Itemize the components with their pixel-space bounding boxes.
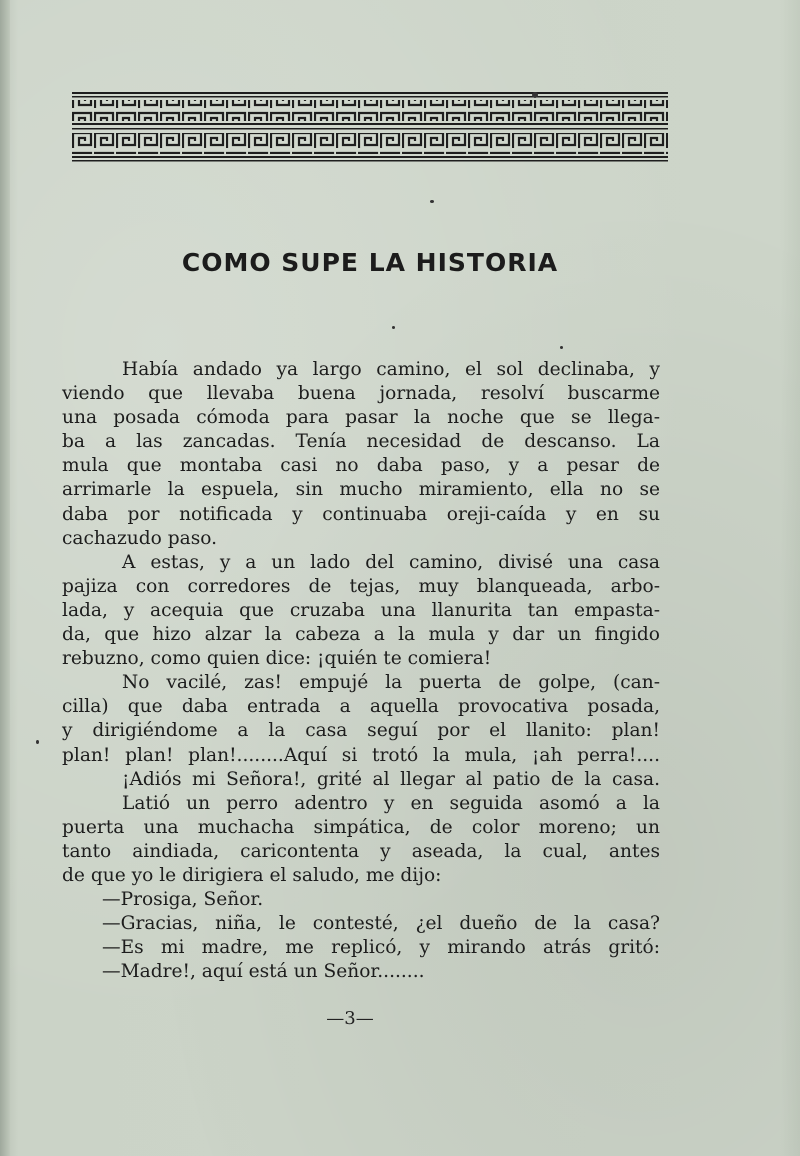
text-line: de que yo le dirigiera el saludo, me dijo: [62,864,442,886]
text-line: ¡Adiós mi Señora!, grité al llegar al patio de la casa. [122,768,660,790]
text-line: cilla) que daba entrada a aquella provocativa posada, [62,696,660,718]
text-line: plan! plan! plan!........Aquí si trotó la mula, ¡ah perra!.... [62,744,660,766]
paper-speck [560,346,563,349]
text-line: da, que hizo alzar la cabeza a la mula y dar un fingido [62,624,660,646]
text-line: daba por notificada y continuaba oreji-caída y en su [62,503,660,525]
text-line: —Es mi madre, me replicó, y mirando atrás gritó: [102,937,660,959]
text-line: Había andado ya largo camino, el sol declinaba, y [122,359,660,380]
chapter-title: COMO SUPE LA HISTORIA [181,248,559,277]
text-line: lada, y acequia que cruzaba una llanurita tan empasta- [62,599,660,621]
paper-speck [36,740,39,744]
text-line: No vacilé, zas! empujé la puerta de golpe, (can- [122,672,660,694]
book-spine-edge [0,0,10,1156]
text-line: —Madre!, aquí está un Señor........ [102,961,425,983]
paper-speck [392,326,395,329]
text-line: tanto aindiada, caricontenta y aseada, la cual, antes [62,840,660,862]
text-line: puerta una muchacha simpática, de color moreno; un [62,816,660,838]
text-line: Latió un perro adentro y en seguida asomó a la [122,792,660,814]
text-line: viendo que llevaba buena jornada, resolví buscarme [62,383,660,405]
text-line: una posada cómoda para pasar la noche que se llega- [62,407,660,429]
text-line: pajiza con corredores de tejas, muy blanqueada, arbo- [62,575,660,597]
text-line: —Gracias, niña, le contesté, ¿el dueño de la casa? [102,913,660,935]
text-line: rebuzno, como quien dice: ¡quién te comiera! [62,648,492,670]
text-line: y dirigiéndome a la casa seguí por el llanito: plan! [62,720,660,742]
paper-speck [430,200,434,203]
paper-speck [532,92,538,98]
text-line: —Prosiga, Señor. [102,889,264,911]
text-line: ba a las zancadas. Tenía necesidad de descanso. La [62,431,660,453]
text-line: cachazudo paso. [62,527,218,549]
greek-key-ornament [72,90,668,168]
text-line: arrimarle la espuela, sin mucho miramiento, ella no se [62,479,660,501]
text-line: A estas, y a un lado del camino, divisé una casa [122,551,660,573]
text-line: mula que montaba casi no daba paso, y a pesar de [62,455,660,477]
page-number: —3— [326,1008,374,1029]
body-text [62,358,660,984]
